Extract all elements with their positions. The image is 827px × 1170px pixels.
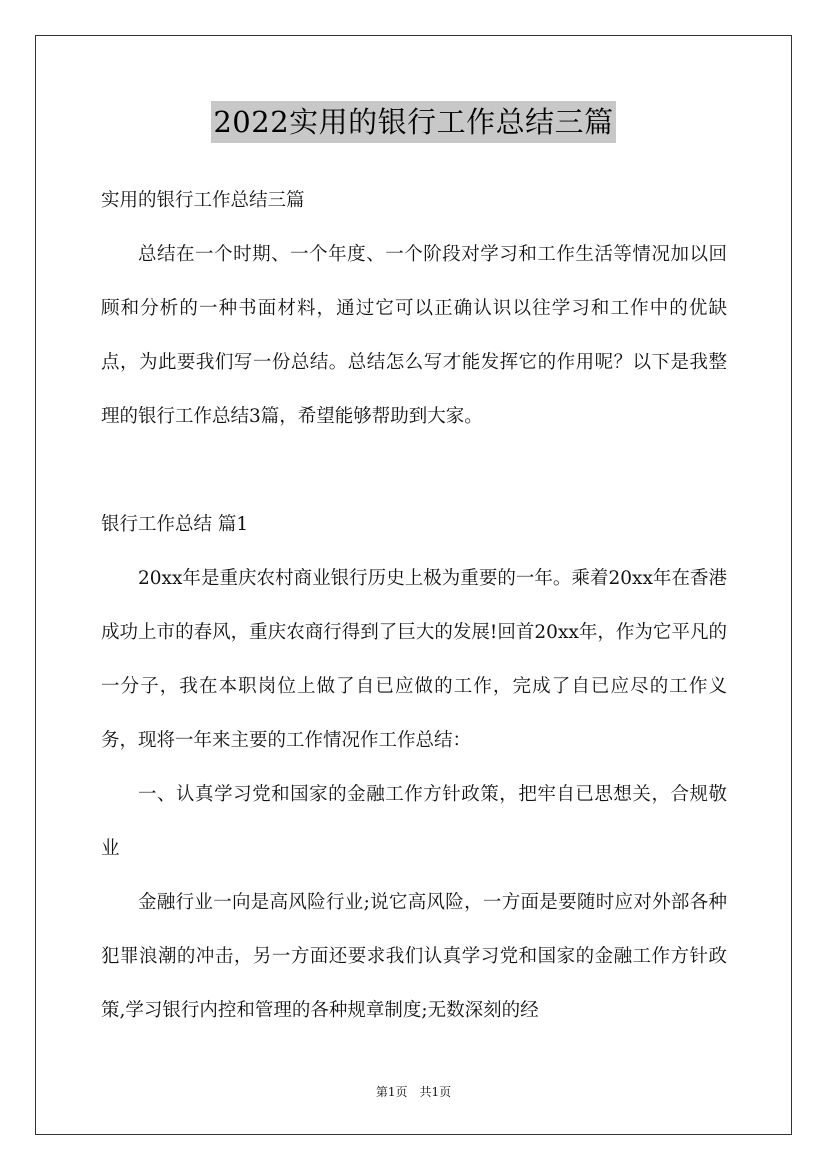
section-heading: 银行工作总结 篇1 <box>101 514 249 535</box>
intro-paragraph: 总结在一个时期、一个年度、一个阶段对学习和工作生活等情况加以回顾和分析的一种书面材料，通过它可以正确认识以往学习和工作中的优缺点，为此要我们写一份总结。总结怎么写才能发挥它的作用呢？以下是我整理的银行工作总结3篇，希望能够帮助到大家。 <box>101 244 727 427</box>
paragraph-gap <box>101 444 727 498</box>
subtitle-paragraph: 实用的银行工作总结三篇 <box>101 190 305 211</box>
body-paragraph: 金融行业一向是高风险行业;说它高风险，一方面是要随时应对外部各种犯罪浪潮的冲击，另一方面还要求我们认真学习党和国家的金融工作方针政策,学习银行内控和管理的各种规章制度;无数深刻的经 <box>101 892 727 1021</box>
document-body <box>101 174 727 1038</box>
page-number: 第1页 <box>375 1085 408 1099</box>
subheading-paragraph: 一、认真学习党和国家的金融工作方针政策，把牢自已思想关，合规敬业 <box>101 784 727 859</box>
title-container <box>0 101 827 143</box>
body-paragraph: 20xx年是重庆农村商业银行历史上极为重要的一年。乘着20xx年在香港成功上市的春风，重庆农商行得到了巨大的发展!回首20xx年，作为它平凡的一分子，我在本职岗位上做了自已应做的工作，完成了自已应尽的工作义务，现将一年来主要的工作情况作工作总结： <box>101 568 727 751</box>
page-footer <box>0 1084 827 1100</box>
page-total: 共1页 <box>419 1085 452 1099</box>
document-title: 2022实用的银行工作总结三篇 <box>211 101 615 143</box>
